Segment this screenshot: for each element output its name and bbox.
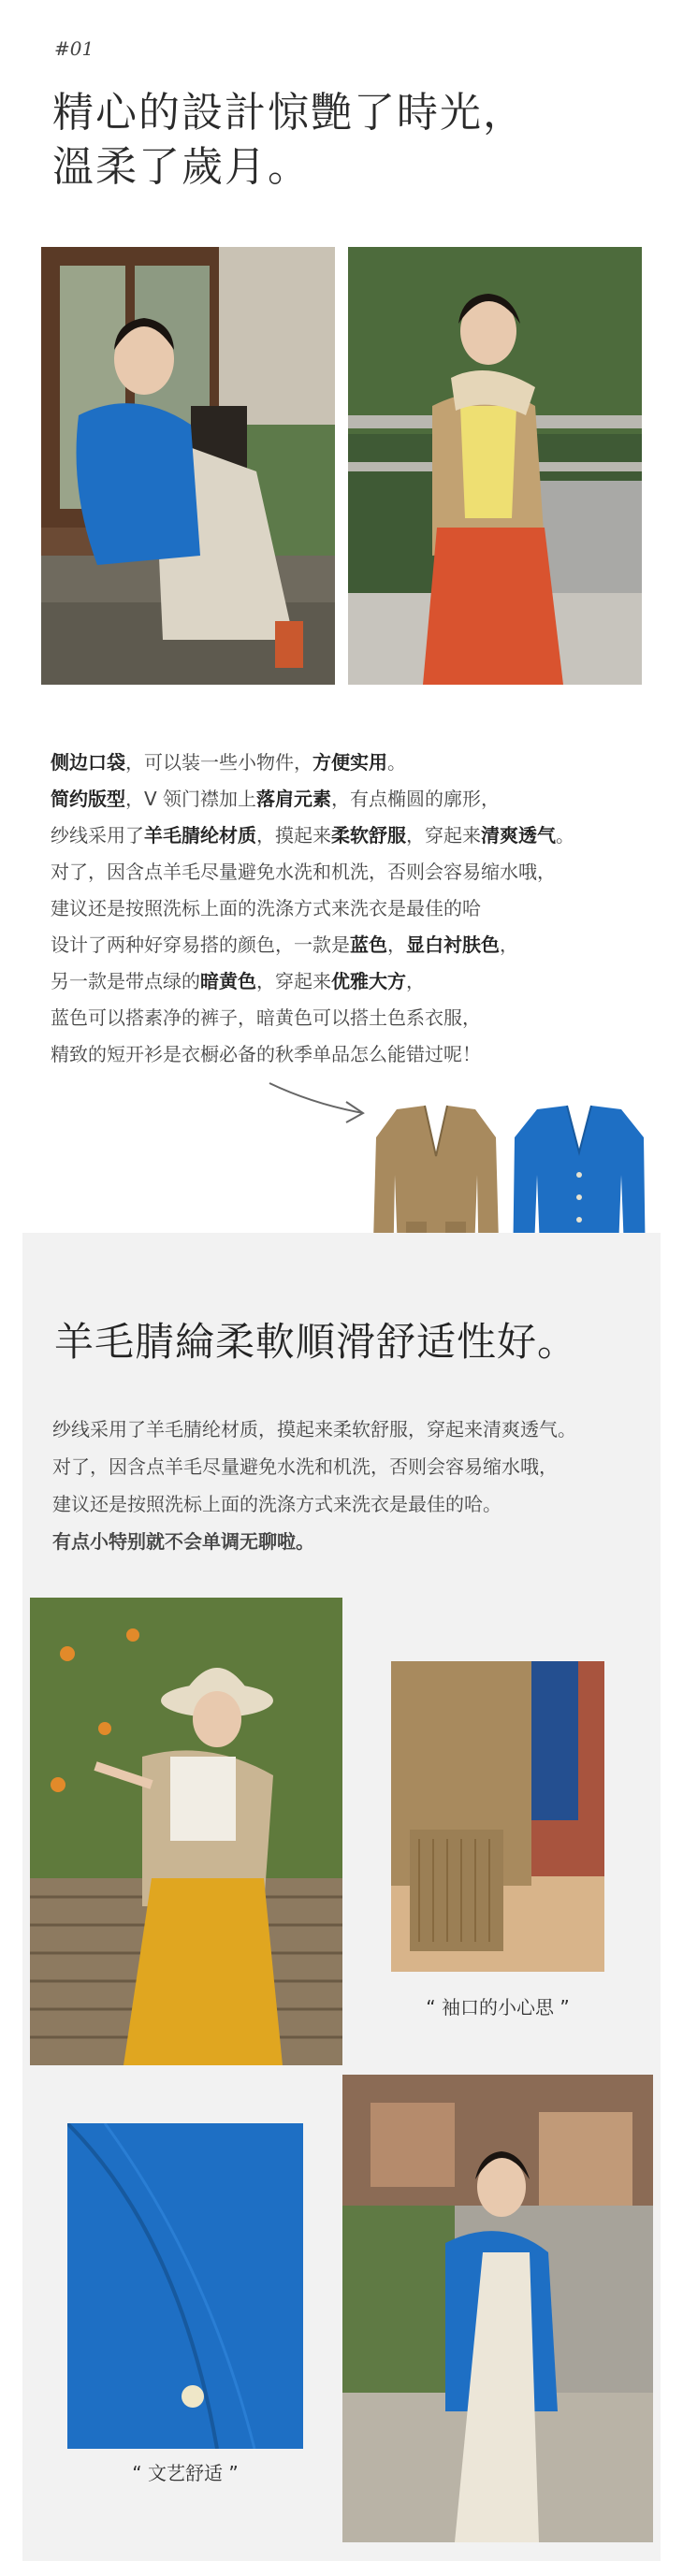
section-subheadline: 羊毛腈綸柔軟順滑舒适性好。 <box>54 1319 578 1365</box>
body-text: ，有点椭圆的廓形， <box>331 788 501 810</box>
description-line <box>51 963 649 1000</box>
description-line <box>51 890 649 927</box>
material-description <box>52 1411 670 1560</box>
body-text: 设计了两种好穿易搭的颜色，一款是 <box>51 933 350 956</box>
headline-line-1: 精心的設計惊艷了時光， <box>52 89 526 137</box>
page-headline <box>52 86 614 195</box>
emphasis-text: 柔软舒服 <box>331 824 406 847</box>
description-line <box>51 818 649 854</box>
body-text: ， <box>500 933 518 956</box>
emphasis-text: 显白衬肤色 <box>406 933 500 956</box>
body-text: 建议还是按照洗标上面的洗涤方式来洗衣是最佳的哈。 <box>52 1493 501 1515</box>
emphasis-text: 暗黄色 <box>200 970 256 992</box>
description-line <box>51 1036 649 1073</box>
photo-cuff-detail <box>391 1661 604 1972</box>
body-text: 精致的短开衫是衣橱必备的秋季单品怎么能错过呢！ <box>51 1043 481 1065</box>
body-text: 建议还是按照洗标上面的洗涤方式来洗衣是最佳的哈 <box>51 897 481 919</box>
emphasis-text: 方便实用 <box>312 751 387 774</box>
body-text: ， <box>406 970 425 992</box>
emphasis-text: 优雅大方 <box>331 970 406 992</box>
body-text: 纱线采用了 <box>51 824 144 847</box>
emphasis-text: 蓝色 <box>350 933 387 956</box>
emphasis-text: 清爽透气 <box>481 824 556 847</box>
material-line <box>52 1523 670 1560</box>
body-text: 对了，因含点羊毛尽量避免水洗和机洗，否则会容易缩水哦， <box>51 861 556 883</box>
body-text: 。 <box>387 751 406 774</box>
description-line <box>51 745 649 781</box>
material-line <box>52 1485 670 1523</box>
photo-blue-cardigan-village <box>342 2075 653 2542</box>
caption-cuff-detail: “ 袖口的小心思 ” <box>426 1996 570 2019</box>
headline-line-2: 溫柔了歲月。 <box>52 143 311 191</box>
body-text: 对了，因含点羊毛尽量避免水洗和机洗，否则会容易缩水哦， <box>52 1455 558 1478</box>
hand-drawn-arrow-icon <box>266 1076 369 1132</box>
body-text: ，穿起来 <box>256 970 331 992</box>
emphasis-text: 侧边口袋 <box>51 751 125 774</box>
photo-hat-orange-trees <box>30 1598 342 2065</box>
body-text: 。 <box>556 824 574 847</box>
material-line <box>52 1448 670 1485</box>
section-number: #01 <box>54 37 94 60</box>
description-line <box>51 854 649 890</box>
emphasis-text: 落肩元素 <box>256 788 332 810</box>
body-text: ，可以装一些小物件， <box>125 751 312 774</box>
body-text: ，穿起来 <box>406 824 481 847</box>
emphasis-text: 简约版型 <box>51 788 125 810</box>
description-line <box>51 781 649 818</box>
body-text: 另一款是带点绿的 <box>51 970 200 992</box>
emphasis-text: 有点小特别就不会单调无聊啦。 <box>52 1530 314 1553</box>
body-text: 蓝色可以搭素净的裤子，暗黄色可以搭土色系衣服， <box>51 1006 481 1029</box>
description-line <box>51 1000 649 1036</box>
body-text: ，V 领门襟加上 <box>125 788 257 810</box>
photo-blue-knit-detail <box>67 2123 303 2449</box>
body-text: 纱线采用了羊毛腈纶材质，摸起来柔软舒服，穿起来清爽透气。 <box>52 1418 576 1440</box>
product-description <box>51 745 649 1073</box>
material-line <box>52 1411 670 1448</box>
body-text: ，摸起来 <box>256 824 331 847</box>
caption-literary-comfort: “ 文艺舒适 ” <box>132 2462 239 2484</box>
photo-khaki-cardigan-standing <box>348 247 642 685</box>
emphasis-text: 羊毛腈纶材质 <box>144 824 256 847</box>
body-text: ， <box>387 933 406 956</box>
photo-blue-cardigan-sitting <box>41 247 335 685</box>
description-line <box>51 927 649 963</box>
